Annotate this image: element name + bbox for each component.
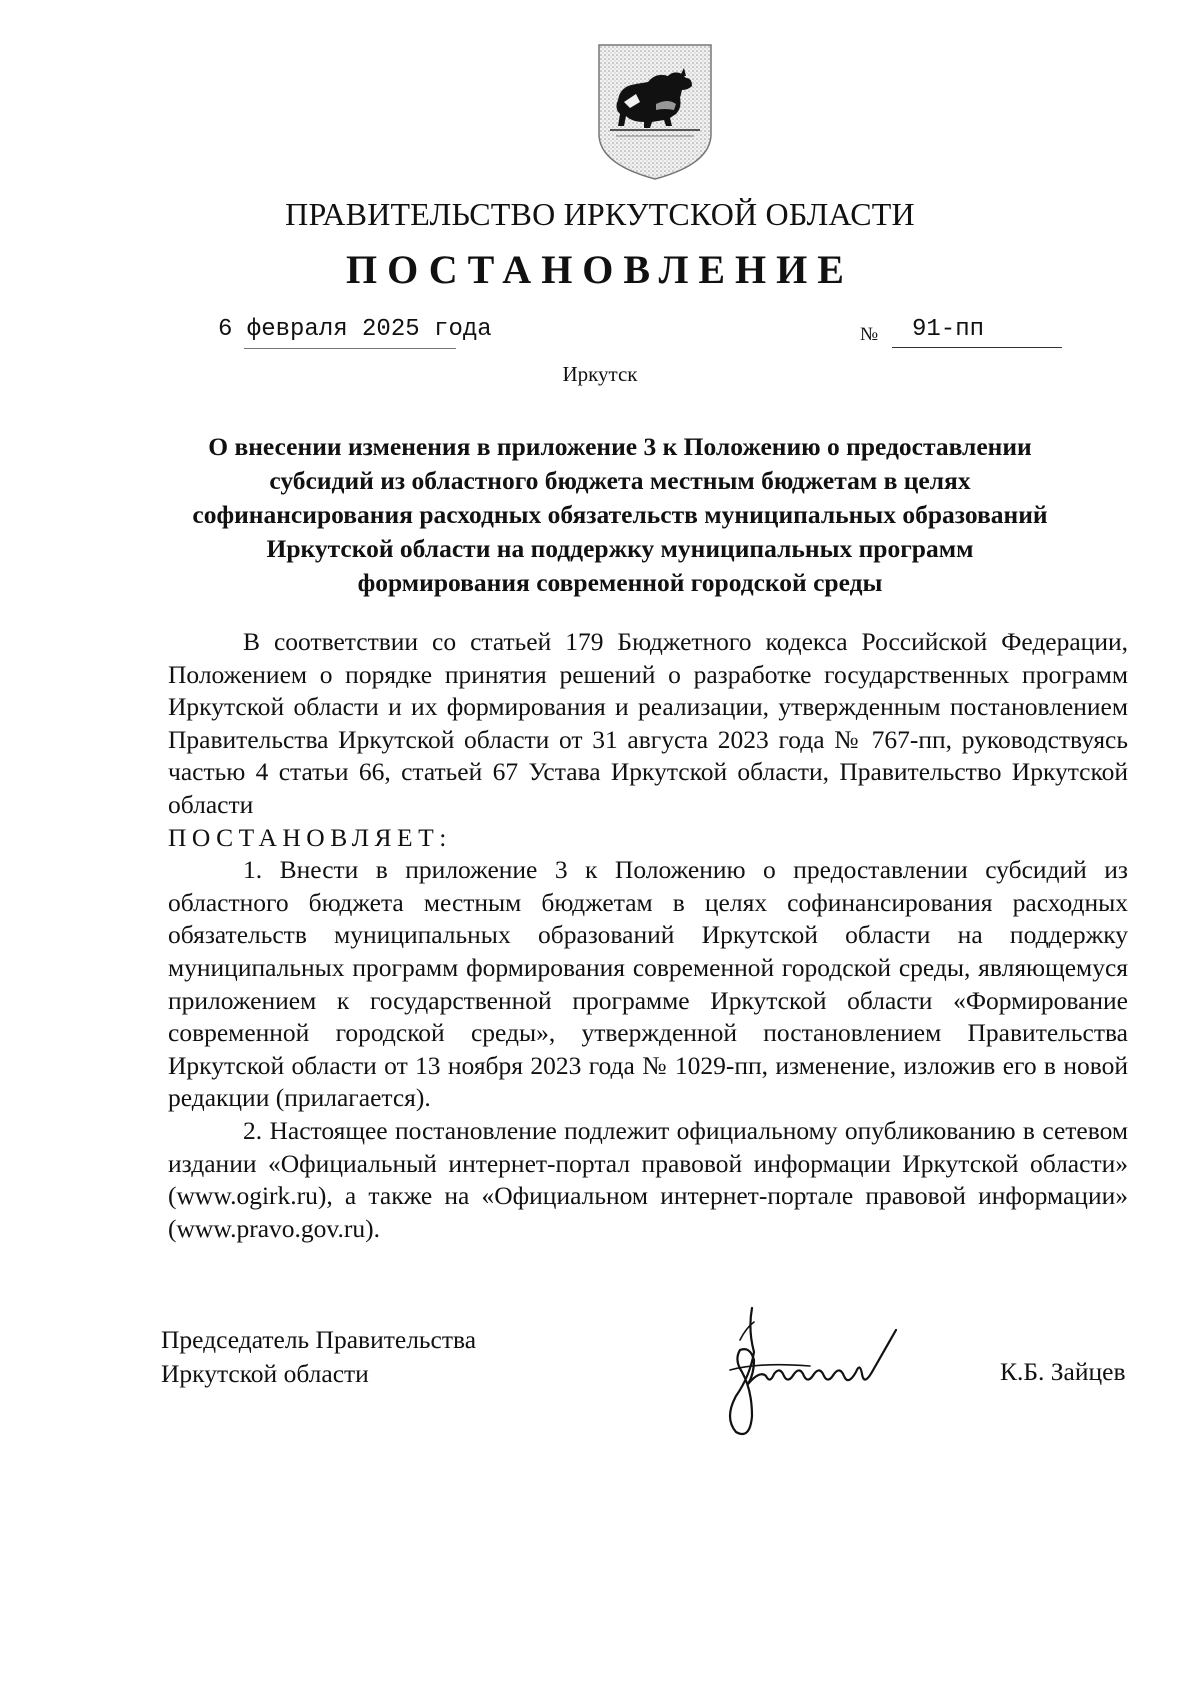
preamble-paragraph: В соответствии со статьей 179 Бюджетного кодекса Российской Федерации, Положением о порядке принятия решений о разработке государственных программ Иркутской области и их формирования и реализации, утвержденным постановлением Правительства Иркутской области от 31 августа 2023 года № 767-пп, руководствуясь частью 4 статьи 66, статьей 67 Устава Иркутской области, Правительство Иркутской области: [168, 627, 1128, 819]
heading-line: формирования современной городской среды: [357, 568, 883, 597]
heading-line: субсидий из областного бюджета местным бюджетам в целях: [269, 466, 971, 495]
signer-title-line: Иркутской области: [161, 1359, 369, 1388]
date-underline: [244, 348, 456, 349]
number-sign: №: [860, 324, 879, 345]
signer-title-line: Председатель Правительства: [161, 1325, 477, 1354]
signer-title: [161, 1323, 476, 1391]
document-heading: [160, 430, 1080, 600]
heading-line: О внесении изменения в приложение 3 к Положению о предоставлении: [208, 432, 1032, 461]
organization-title: ПРАВИТЕЛЬСТВО ИРКУТСКОЙ ОБЛАСТИ: [285, 196, 915, 232]
document-number-block: [860, 316, 1060, 350]
decree-word: ПОСТАНОВЛЯЕТ:: [168, 822, 452, 852]
number-underline: [892, 347, 1062, 348]
document-number: 91-пп: [912, 316, 985, 343]
document-city: Иркутск: [562, 362, 638, 386]
heading-line: Иркутской области на поддержку муниципальных программ: [266, 534, 974, 563]
document-body: [168, 626, 1128, 1245]
heading-line: софинансирования расходных обязательств муниципальных образований: [192, 500, 1048, 529]
document-type-title: ПОСТАНОВЛЕНИЕ: [346, 247, 854, 292]
item-1-paragraph: 1. Внести в приложение 3 к Положению о предоставлении субсидий из областного бюджета местным бюджетам в целях софинансирования расходных обязательств муниципальных образований Иркутской области на поддержку муниципальных программ формирования современной городской среды, являющемуся приложением к государственной программе Иркутской области «Формирование современной городской среды», утвержденной постановлением Правительства Иркутской области от 13 ноября 2023 года № 1029-пп, изменение, изложив его в новой редакции (прилагается).: [168, 855, 1128, 1113]
document-date: 6 февраля 2025 года: [218, 316, 492, 343]
signature-icon: [690, 1300, 940, 1440]
item-2-paragraph: 2. Настоящее постановление подлежит официальному опубликованию в сетевом издании «Официальный интернет-портал правовой информации Иркутской области» (www.ogirk.ru), а также на «Официальном интернет-портале правовой информации» (www.pravo.gov.ru).: [168, 1115, 1128, 1243]
signer-name: К.Б. Зайцев: [1000, 1357, 1126, 1386]
coat-of-arms-icon: [596, 42, 714, 182]
